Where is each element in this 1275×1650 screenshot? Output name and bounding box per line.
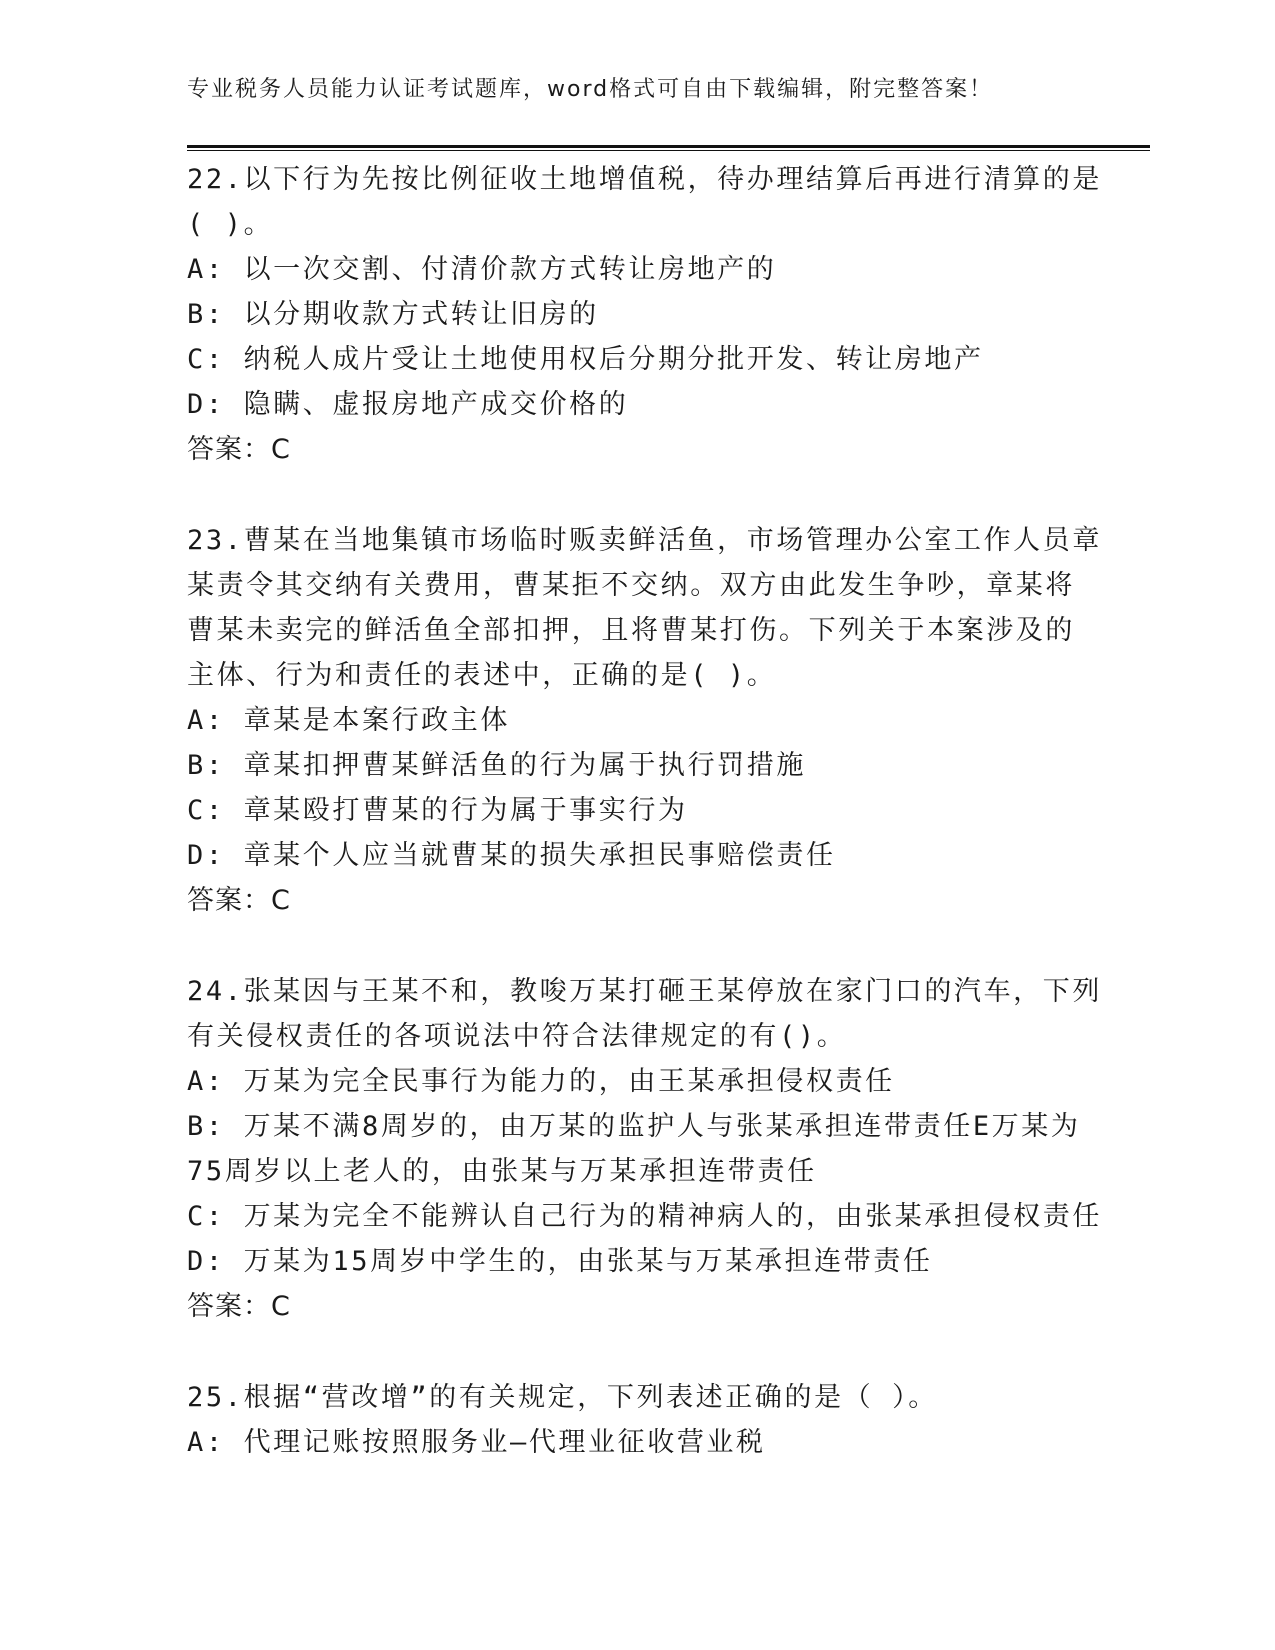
option-a: A: 以一次交割、付清价款方式转让房地产的 [187, 254, 777, 285]
question-22 [187, 157, 1102, 472]
question-stem: 某责令其交纳有关费用，曹某拒不交纳。双方由此发生争吵，章某将 [187, 570, 1075, 601]
question-stem: ( )。 [187, 209, 274, 240]
answer-label: 答案：C [187, 1291, 291, 1322]
question-23 [187, 518, 1102, 923]
question-24 [187, 969, 1102, 1329]
header-divider-thick [187, 145, 1150, 148]
question-stem: 主体、行为和责任的表述中，正确的是( )。 [187, 660, 777, 691]
option-a: A: 章某是本案行政主体 [187, 705, 510, 736]
option-d: D: 万某为15周岁中学生的，由张某与万某承担连带责任 [187, 1246, 933, 1277]
option-d: D: 隐瞒、虚报房地产成交价格的 [187, 389, 629, 420]
answer-label: 答案：C [187, 434, 291, 465]
option-a: A: 万某为完全民事行为能力的，由王某承担侵权责任 [187, 1066, 895, 1097]
question-stem: 23.曹某在当地集镇市场临时贩卖鲜活鱼，市场管理办公室工作人员章 [187, 525, 1102, 556]
option-b: B: 以分期收款方式转让旧房的 [187, 299, 599, 330]
question-stem: 22.以下行为先按比例征收土地增值税，待办理结算后再进行清算的是 [187, 164, 1102, 195]
option-b: B: 万某不满8周岁的，由万某的监护人与张某承担连带责任E万某为 [187, 1111, 1081, 1142]
option-c: C: 章某殴打曹某的行为属于事实行为 [187, 795, 688, 826]
question-list [187, 157, 1102, 1511]
option-c: C: 万某为完全不能辨认自己行为的精神病人的，由张某承担侵权责任 [187, 1201, 1102, 1232]
option-b: B: 章某扣押曹某鲜活鱼的行为属于执行罚措施 [187, 750, 806, 781]
option-d: D: 章某个人应当就曹某的损失承担民事赔偿责任 [187, 840, 836, 871]
question-25 [187, 1375, 1087, 1465]
option-a: A: 代理记账按照服务业—代理业征收营业税 [187, 1427, 766, 1458]
header-divider-thin [187, 150, 1150, 151]
option-b-continued: 75周岁以上老人的，由张某与万某承担连带责任 [187, 1156, 817, 1187]
answer-label: 答案：C [187, 885, 291, 916]
question-stem: 曹某未卖完的鲜活鱼全部扣押，且将曹某打伤。下列关于本案涉及的 [187, 615, 1075, 646]
page-header: 专业税务人员能力认证考试题库，word格式可自由下载编辑，附完整答案！ [187, 77, 994, 102]
option-c: C: 纳税人成片受让土地使用权后分期分批开发、转让房地产 [187, 344, 984, 375]
question-stem: 24.张某因与王某不和，教唆万某打砸王某停放在家门口的汽车，下列 [187, 976, 1102, 1007]
question-stem: 25.根据“营改增”的有关规定，下列表述正确的是（ ）。 [187, 1382, 938, 1413]
question-stem: 有关侵权责任的各项说法中符合法律规定的有()。 [187, 1021, 847, 1052]
